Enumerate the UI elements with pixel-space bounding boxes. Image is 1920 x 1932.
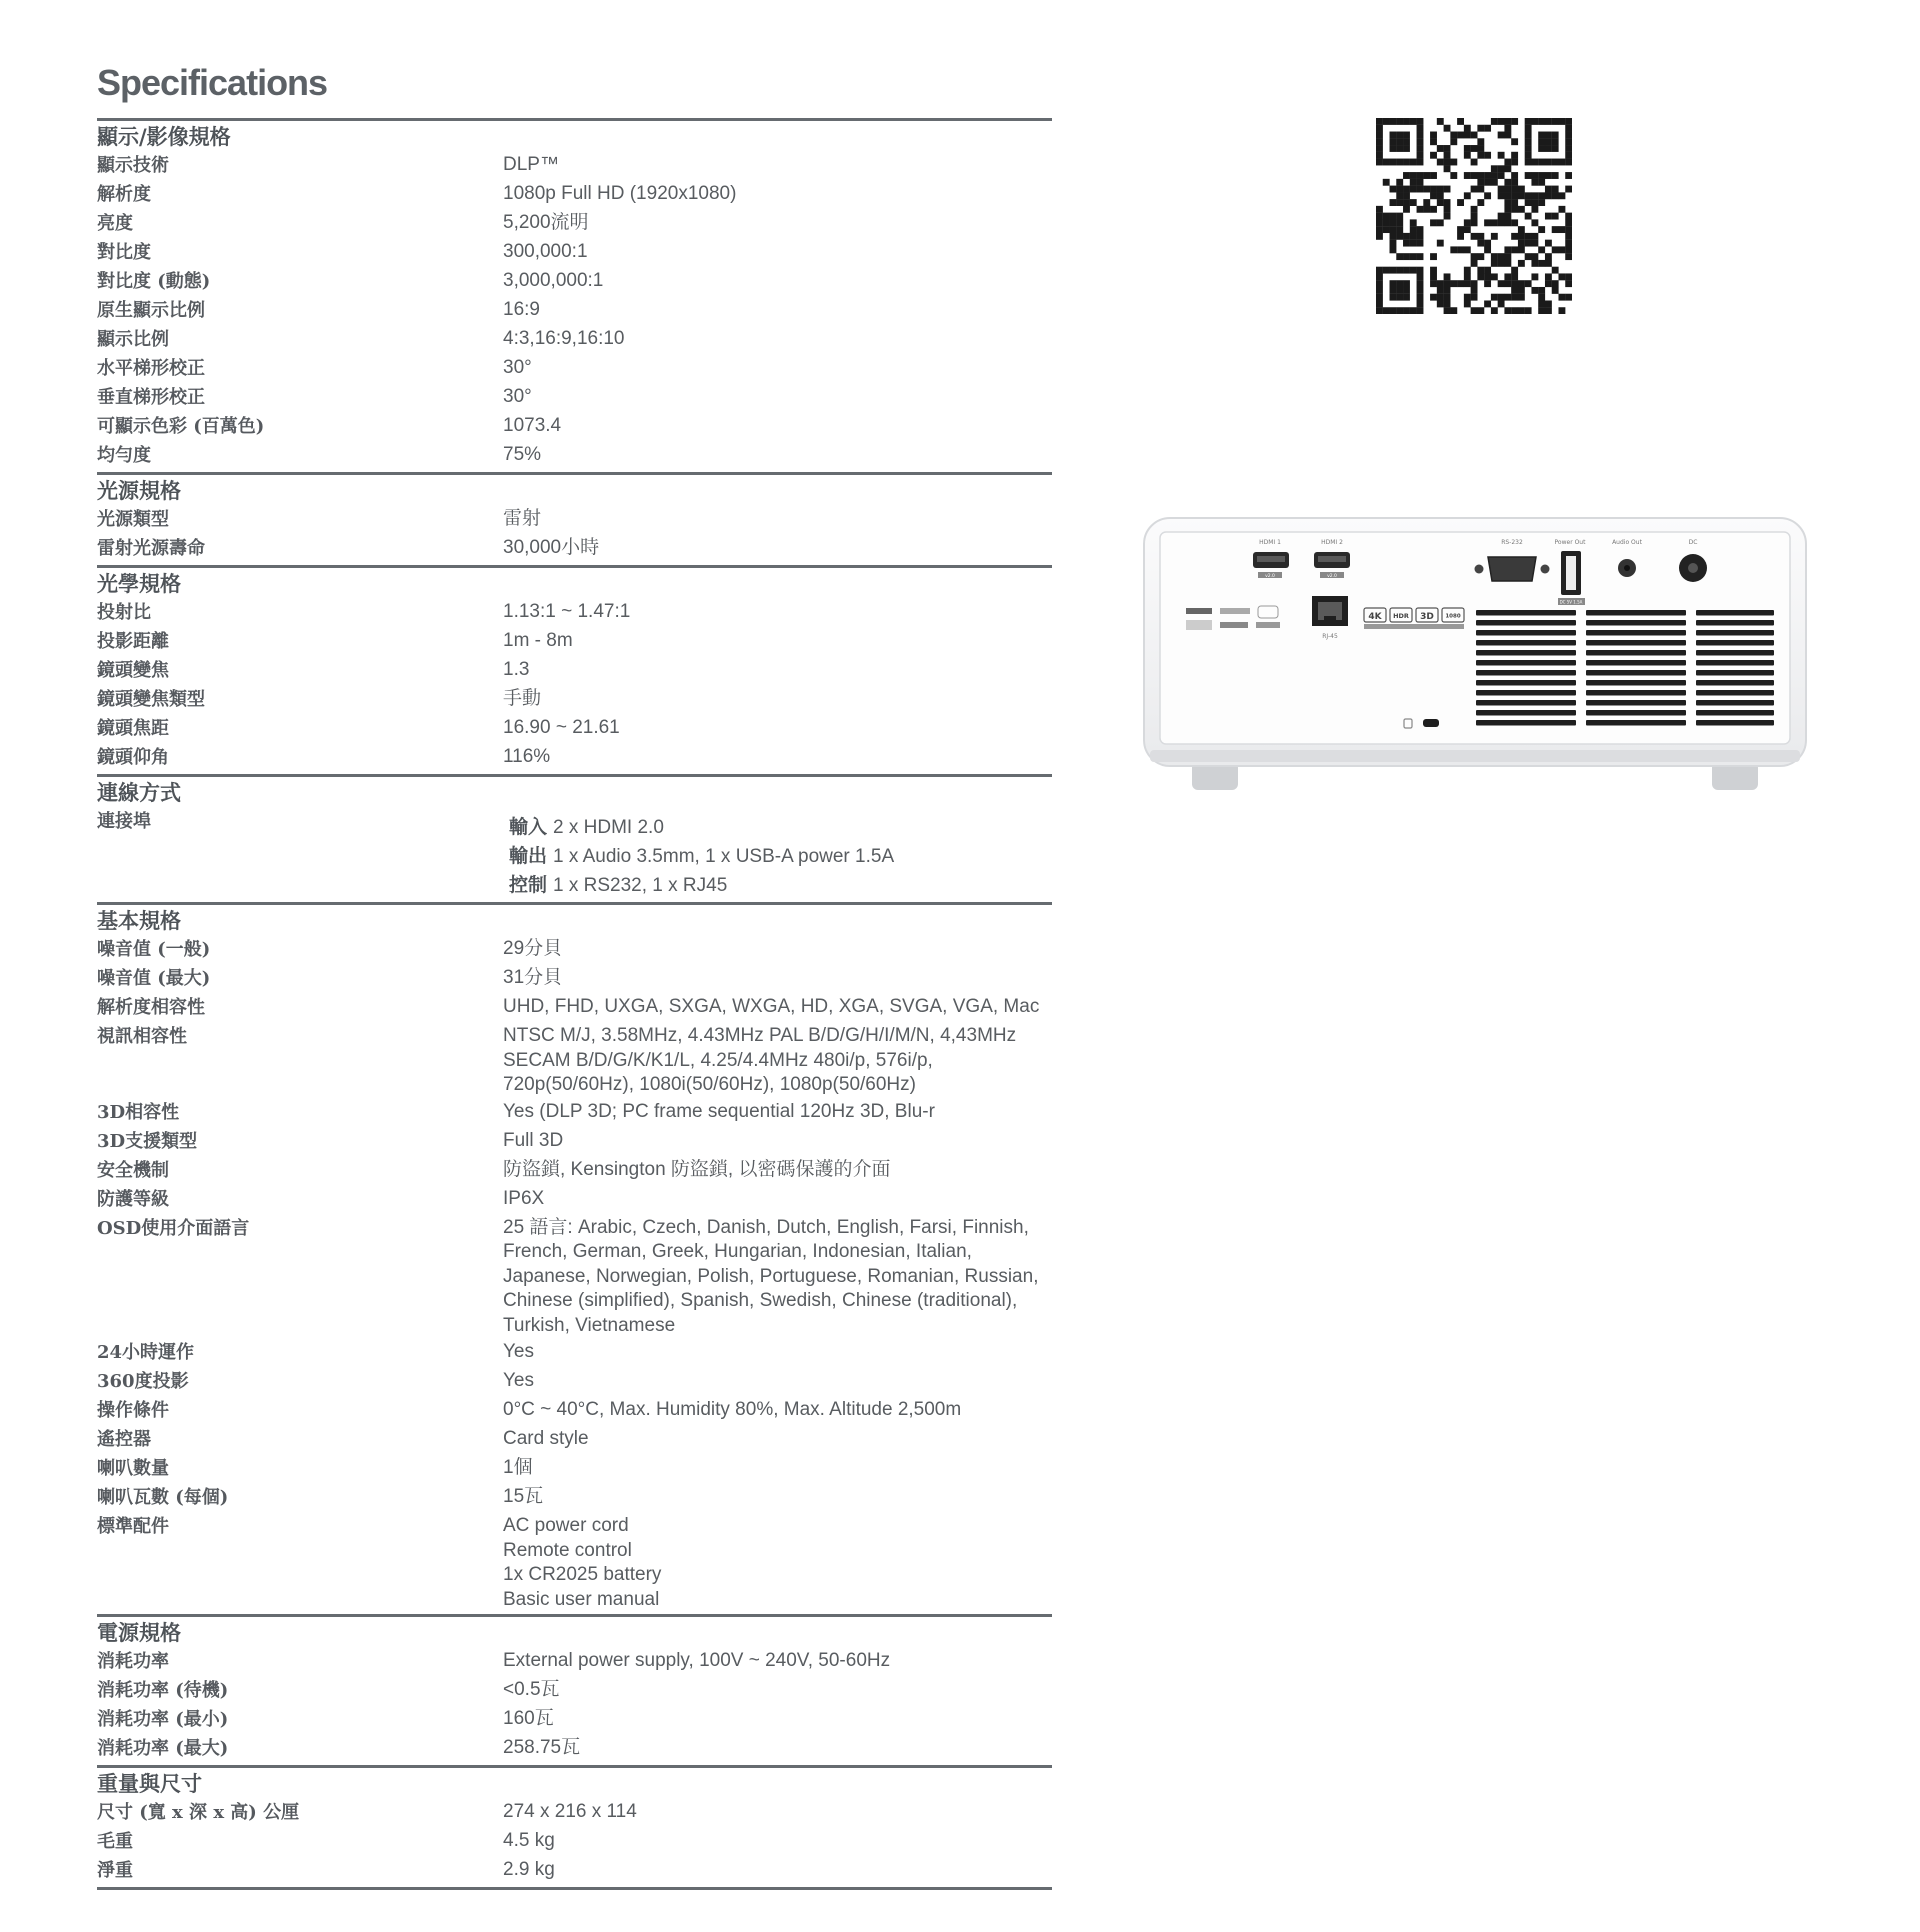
spec-value: UHD, FHD, UXGA, SXGA, WXGA, HD, XGA, SVGA, VGA, Mac: [503, 996, 1040, 1017]
spec-row: [97, 964, 1052, 993]
spec-value: 雷射: [503, 508, 542, 529]
spec-row: [97, 1483, 1052, 1512]
rj45-label: RJ-45: [1322, 633, 1338, 640]
spec-value: DLP™: [503, 154, 559, 175]
hdmi1-label: HDMI 1: [1259, 539, 1281, 546]
spec-row: [97, 1022, 1052, 1098]
section-title: 連線方式: [97, 780, 181, 805]
spec-row: [97, 1185, 1052, 1214]
spec-row: [97, 1676, 1052, 1705]
spec-label: 3D支援類型: [97, 1130, 198, 1152]
spec-section: [97, 118, 1052, 472]
hdmi2-label: HDMI 2: [1321, 539, 1343, 546]
spec-value: 258.75瓦: [503, 1737, 581, 1758]
section-title: 光源規格: [97, 478, 181, 503]
spec-row: [97, 325, 1052, 354]
spec-value: Yes: [503, 1370, 534, 1391]
spec-value: 29分貝: [503, 938, 563, 959]
spec-value: 31分貝: [503, 967, 563, 988]
spec-value: 4.5 kg: [503, 1830, 555, 1851]
spec-value: 160瓦: [503, 1708, 554, 1729]
spec-label: 鏡頭變焦: [97, 660, 169, 681]
spec-label: 消耗功率 (最大): [97, 1738, 229, 1759]
connection-type: 輸入: [509, 816, 548, 838]
projector-rear-image: [1140, 514, 1810, 798]
spec-value-line: Basic user manual: [503, 1588, 660, 1610]
spec-label: 毛重: [97, 1831, 133, 1852]
spec-row: [97, 534, 1052, 563]
spec-value: External power supply, 100V ~ 240V, 50-60Hz: [503, 1650, 891, 1671]
spec-section: [97, 774, 1052, 902]
power-out-spec-label: DC 5V 1.5A: [1559, 599, 1583, 605]
spec-label: 安全機制: [97, 1159, 169, 1181]
spec-value: 4:3,16:9,16:10: [503, 328, 625, 349]
spec-value: 1080p Full HD (1920x1080): [503, 183, 737, 204]
audio-out-label: Audio Out: [1612, 539, 1642, 546]
spec-value: 16.90 ~ 21.61: [503, 717, 620, 738]
spec-label: 噪音值 (一般): [97, 939, 211, 960]
spec-row: [97, 1396, 1052, 1425]
spec-label: 投射比: [97, 602, 151, 623]
hdmi1-version-label: v2.0: [1265, 574, 1275, 579]
spec-label: 24小時運作: [97, 1342, 195, 1363]
spec-row: [97, 151, 1052, 180]
spec-row: [97, 1647, 1052, 1676]
spec-label: 消耗功率 (待機): [97, 1680, 229, 1701]
spec-label: 防護等級: [97, 1188, 169, 1210]
projector-base-strip: [1150, 750, 1800, 762]
spec-row: [97, 743, 1052, 772]
spec-value: IP6X: [503, 1187, 545, 1209]
spec-row: [97, 993, 1052, 1022]
spec-row: [97, 1098, 1052, 1127]
spec-value: 16:9: [503, 299, 540, 320]
spec-row: [97, 656, 1052, 685]
spec-value: 1.3: [503, 659, 530, 680]
spec-label: 水平梯形校正: [97, 358, 205, 379]
spec-label: 均勻度: [97, 445, 151, 466]
spec-value: Card style: [503, 1428, 589, 1449]
spec-value: 25 語言: Arabic, Czech, Danish, Dutch, English, Farsi, Finnish, French, German, Greek, Hungarian, Indonesian, Italian, Japanese, Norwegian, Polish, Portuguese, Romanian, Russian, Chinese (simplified), Spanish, Swedish, Chinese (traditional), Turkish, Vietnamese: [503, 1216, 1039, 1336]
badge-1080: 1080: [1445, 613, 1461, 620]
spec-row: [97, 1338, 1052, 1367]
section-title: 顯示/影像規格: [97, 124, 231, 149]
spec-label: 視訊相容性: [97, 1026, 187, 1047]
spec-label: 連接埠: [97, 811, 151, 832]
spec-label: 噪音值 (最大): [97, 968, 211, 989]
spec-row: [97, 1454, 1052, 1483]
spec-value: NTSC M/J, 3.58MHz, 4.43MHz PAL B/D/G/H/I/M/N, 4,43MHz SECAM B/D/G/K/K1/L, 4.25/4.4MHz 480i/p, 576i/p, 720p(50/60Hz), 1080i(50/60Hz), 1080p(50/60Hz): [503, 1025, 1017, 1095]
spec-row: [97, 209, 1052, 238]
spec-row: [97, 1827, 1052, 1856]
spec-value: Yes (DLP 3D; PC frame sequential 120Hz 3D, Blu-r: [503, 1100, 935, 1122]
badge-hdr: HDR: [1393, 612, 1409, 620]
spec-row: [97, 412, 1052, 441]
spec-row: [97, 1734, 1052, 1763]
connection-detail: 1 x RS232, 1 x RJ45: [553, 875, 728, 896]
spec-value: 手動: [503, 688, 542, 709]
spec-row: [97, 505, 1052, 534]
spec-label: 尺寸 (寬 x 深 x 高) 公厘: [97, 1802, 300, 1823]
spec-label: 操作條件: [97, 1400, 169, 1421]
spec-value: <0.5瓦: [503, 1679, 560, 1700]
spec-label: 喇叭數量: [97, 1458, 169, 1479]
spec-label: 垂直梯形校正: [97, 387, 205, 408]
spec-value: 30°: [503, 386, 532, 407]
connection-line: [503, 842, 1052, 871]
spec-label: 遙控器: [97, 1429, 151, 1450]
spec-row: [97, 267, 1052, 296]
spec-value: 3,000,000:1: [503, 270, 604, 291]
spec-value: [503, 1512, 1052, 1612]
spec-label: 投影距離: [97, 631, 169, 652]
connection-type: 控制: [509, 874, 548, 896]
spec-label: 對比度: [97, 242, 151, 263]
qr-code: [1376, 118, 1572, 314]
spec-value: 15瓦: [503, 1486, 544, 1507]
spec-row: [97, 1425, 1052, 1454]
spec-label: 顯示技術: [97, 155, 169, 176]
power-out-label: Power Out: [1554, 539, 1586, 546]
spec-row: [97, 1798, 1052, 1827]
spec-value: 防盜鎖, Kensington 防盜鎖, 以密碼保護的介面: [503, 1158, 891, 1180]
connection-type: 輸出: [509, 845, 548, 867]
connection-detail: 2 x HDMI 2.0: [553, 817, 664, 838]
spec-value: 0°C ~ 40°C, Max. Humidity 80%, Max. Altitude 2,500m: [503, 1399, 962, 1420]
spec-label: 解析度: [97, 184, 151, 205]
spec-label: 消耗功率: [97, 1651, 169, 1672]
section-title: 重量與尺寸: [97, 1771, 202, 1796]
section-title: 基本規格: [97, 908, 181, 933]
spec-label: 解析度相容性: [97, 997, 205, 1018]
spec-value: 1個: [503, 1457, 533, 1478]
spec-value: 274 x 216 x 114: [503, 1801, 637, 1822]
spec-label: 360度投影: [97, 1371, 189, 1392]
spec-row: [97, 441, 1052, 470]
rs232-label: RS-232: [1501, 539, 1523, 546]
spec-value-line: AC power cord: [503, 1515, 629, 1536]
spec-label: 光源類型: [97, 509, 169, 530]
spec-row: [97, 1156, 1052, 1185]
spec-label: 鏡頭焦距: [97, 718, 169, 739]
spec-value: 75%: [503, 444, 542, 465]
spec-row: [97, 685, 1052, 714]
spec-row: [97, 1705, 1052, 1734]
spec-label: 可顯示色彩 (百萬色): [97, 416, 265, 437]
spec-row: [97, 714, 1052, 743]
spec-row: [97, 935, 1052, 964]
spec-value: 30°: [503, 357, 532, 378]
spec-label: 鏡頭仰角: [97, 747, 169, 768]
spec-value: 116%: [503, 746, 551, 767]
spec-row: [97, 598, 1052, 627]
spec-row-connection: [97, 807, 1052, 900]
spec-section: [97, 1765, 1052, 1890]
spec-row: [97, 1214, 1052, 1339]
spec-value: 1073.4: [503, 415, 562, 436]
page-title: Specifications: [97, 62, 328, 103]
spec-row: [97, 1127, 1052, 1156]
spec-label: 亮度: [97, 213, 133, 234]
spec-label: 對比度 (動態): [97, 271, 211, 292]
badge-3d: 3D: [1420, 612, 1434, 622]
spec-value-line: Remote control: [503, 1539, 632, 1561]
spec-value: Full 3D: [503, 1129, 564, 1151]
spec-section: [97, 902, 1052, 1614]
spec-value: [503, 807, 1052, 900]
spec-label: 雷射光源壽命: [97, 538, 205, 559]
dc-label: DC: [1688, 539, 1698, 546]
spec-row: [97, 296, 1052, 325]
rj45-port: [1312, 596, 1348, 626]
spec-row: [97, 1856, 1052, 1885]
spec-value: Yes: [503, 1341, 534, 1362]
spec-section: [97, 472, 1052, 565]
spec-row: [97, 180, 1052, 209]
section-title: 電源規格: [97, 1620, 181, 1645]
spec-table: [97, 118, 1052, 1890]
spec-label: 顯示比例: [97, 329, 169, 350]
spec-value: 5,200流明: [503, 212, 589, 233]
spec-label: 消耗功率 (最小): [97, 1709, 229, 1730]
spec-label: 3D相容性: [97, 1101, 180, 1123]
spec-row: [97, 1512, 1052, 1612]
badge-4k: 4K: [1368, 612, 1382, 622]
spec-value: 1m - 8m: [503, 630, 573, 651]
spec-label: 鏡頭變焦類型: [97, 689, 205, 710]
spec-section: [97, 1614, 1052, 1765]
spec-row: [97, 354, 1052, 383]
spec-label: 標準配件: [97, 1516, 169, 1537]
spec-value: 300,000:1: [503, 241, 588, 262]
spec-label: 原生顯示比例: [97, 300, 205, 321]
connection-line: [503, 871, 1052, 900]
hdmi2-version-label: v2.0: [1327, 574, 1337, 579]
spec-row: [97, 1367, 1052, 1396]
spec-section: [97, 565, 1052, 774]
connection-detail: 1 x Audio 3.5mm, 1 x USB-A power 1.5A: [553, 846, 895, 867]
spec-label: OSD使用介面語言: [97, 1217, 250, 1239]
spec-label: 淨重: [97, 1860, 133, 1881]
connection-line: [503, 813, 1052, 842]
spec-row: [97, 627, 1052, 656]
spec-value: 30,000小時: [503, 537, 600, 558]
spec-label: 喇叭瓦數 (每個): [97, 1487, 229, 1508]
spec-row: [97, 383, 1052, 412]
spec-value: 1.13:1 ~ 1.47:1: [503, 601, 631, 622]
spec-row: [97, 238, 1052, 267]
spec-value: 2.9 kg: [503, 1859, 555, 1880]
spec-value-line: 1x CR2025 battery: [503, 1564, 662, 1585]
section-title: 光學規格: [97, 571, 181, 596]
